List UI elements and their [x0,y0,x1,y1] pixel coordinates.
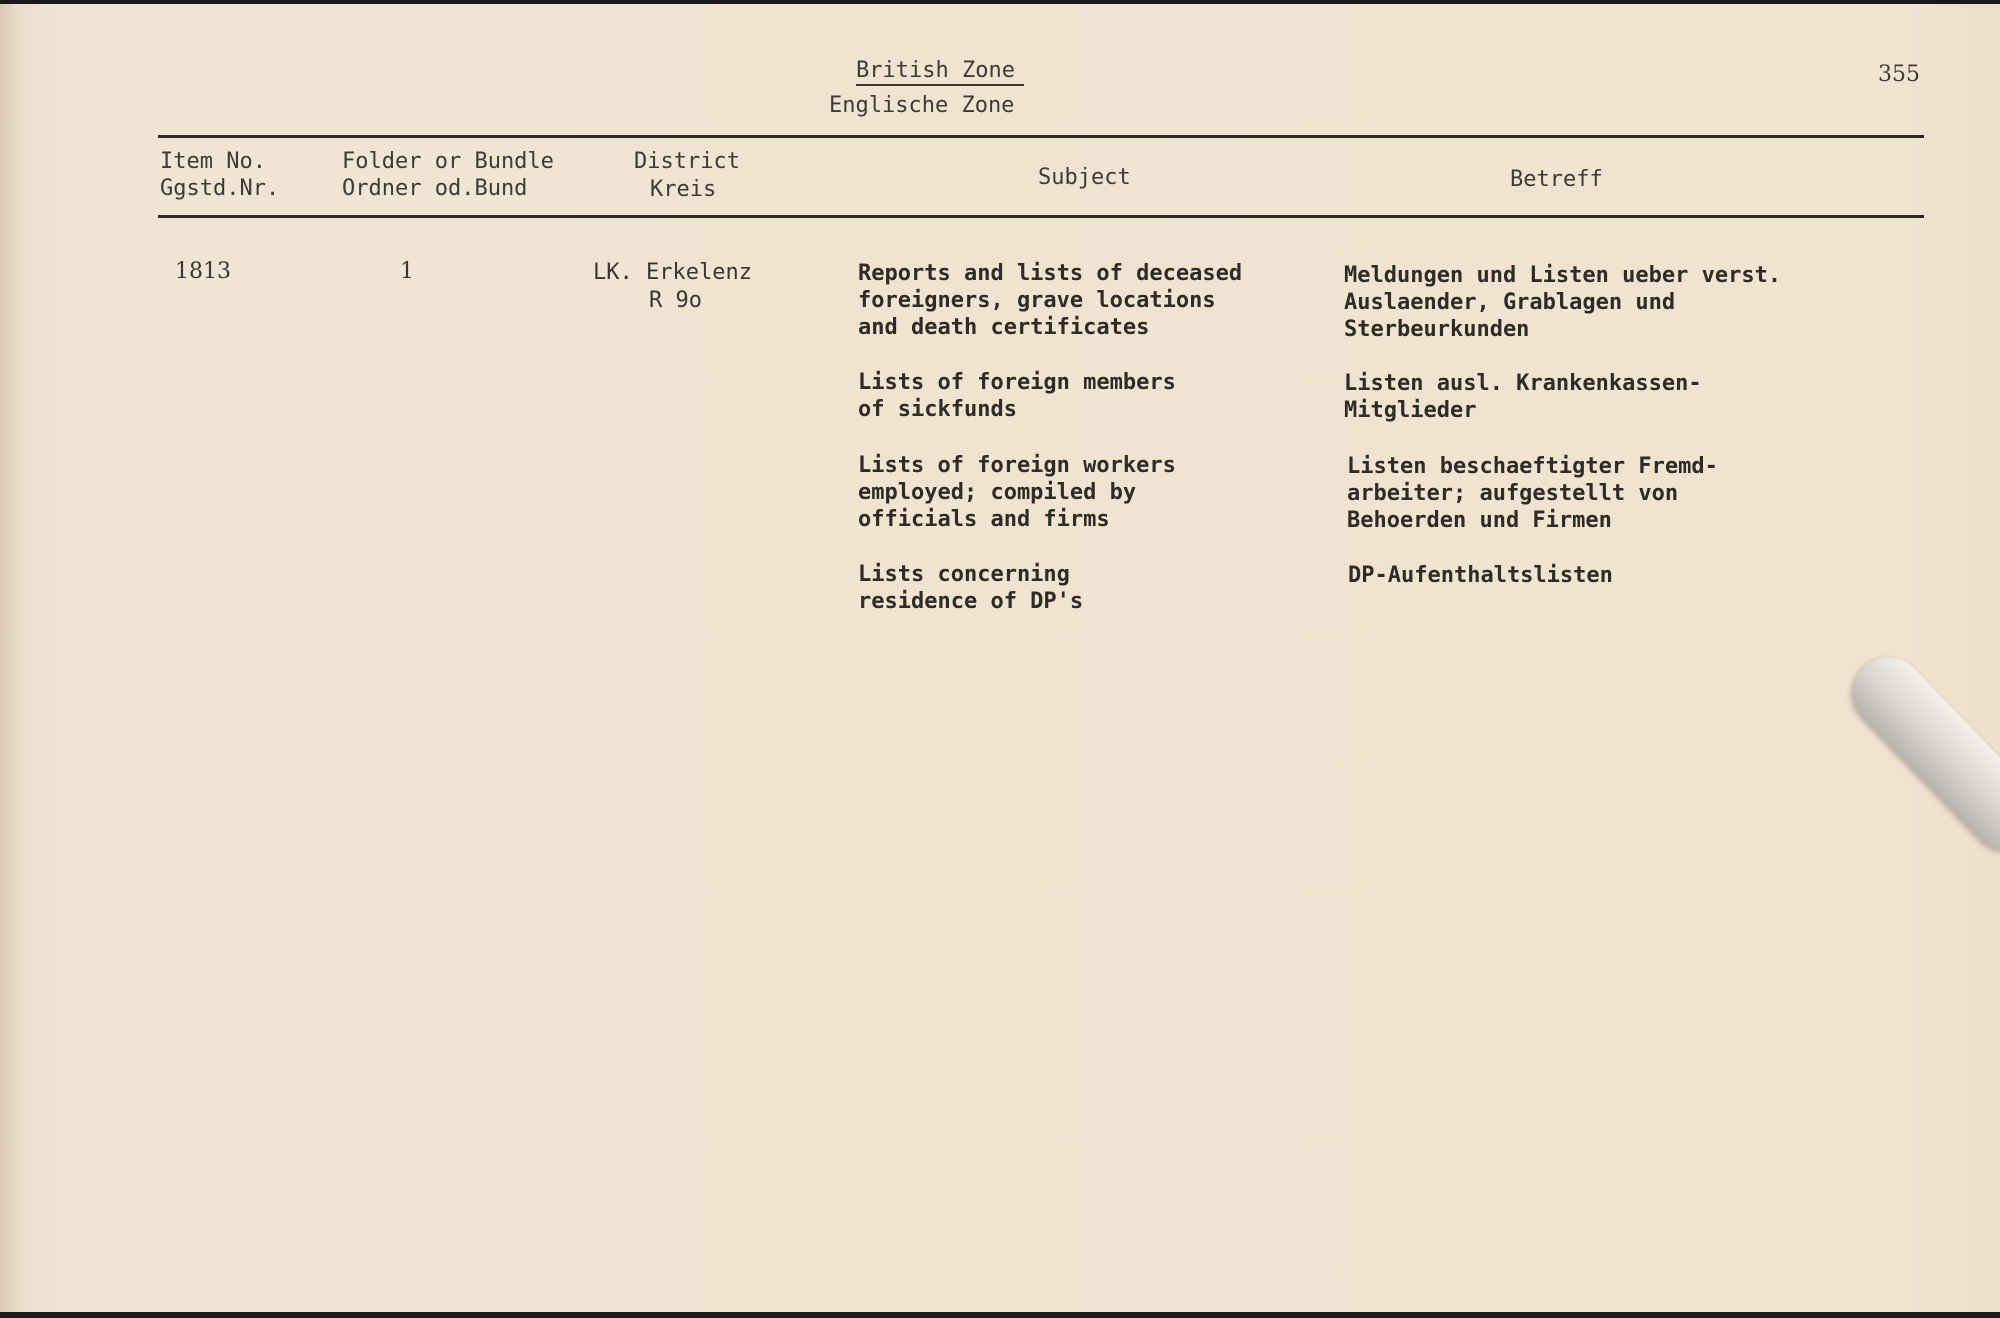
header-top-rule [158,135,1924,138]
subject-de-3-line-3: Behoerden und Firmen [1347,508,1612,533]
entry-folder: 1 [400,259,414,284]
subject-de-3-line-1: Listen beschaeftigter Fremd- [1347,454,1718,479]
col-folder-en: Folder or Bundle [342,149,554,174]
subject-de-3-line-2: arbeiter; aufgestellt von [1347,481,1679,506]
subject-de-1-line-1: Meldungen und Listen ueber verst. [1344,263,1782,288]
col-subject: Subject [1038,165,1131,190]
subject-en-3-line-3: officials and firms [858,507,1110,532]
subject-en-3-line-1: Lists of foreign workers [858,453,1176,478]
entry-district-code: R 9o [649,288,702,313]
page-bottom-edge [0,1312,2000,1318]
subject-en-1-line-1: Reports and lists of deceased [858,261,1243,286]
zone-title-underline [856,84,1024,86]
subject-en-1-line-3: and death certificates [858,315,1150,340]
subject-en-4-line-1: Lists concerning [858,562,1070,587]
subject-en-3-line-2: employed; compiled by [858,480,1137,505]
subject-de-2-line-1: Listen ausl. Krankenkassen- [1344,371,1702,396]
subject-en-4-line-2: residence of DP's [858,589,1084,614]
page-number: 355 [1878,62,1920,87]
entry-district: LK. Erkelenz [593,260,752,285]
subject-de-4-line-1: DP-Aufenthaltslisten [1348,563,1613,588]
metal-clip-icon [1839,643,2000,864]
subject-en-1-line-2: foreigners, grave locations [858,288,1216,313]
subject-de-1-line-3: Sterbeurkunden [1344,317,1530,342]
document-page [0,4,2000,1312]
col-betreff: Betreff [1510,167,1603,192]
subject-de-1-line-2: Auslaender, Grablagen und [1344,290,1676,315]
subject-en-2-line-1: Lists of foreign members [858,370,1176,395]
entry-item-no: 1813 [175,259,231,284]
col-folder-de: Ordner od.Bund [342,176,528,201]
col-district-de: Kreis [650,177,717,202]
col-item-no-en: Item No. [160,149,266,174]
subject-de-2-line-2: Mitglieder [1344,398,1477,423]
zone-title-de: Englische Zone [829,93,1015,118]
header-bottom-rule [158,215,1924,218]
col-item-no-de: Ggstd.Nr. [160,176,280,201]
subject-en-2-line-2: of sickfunds [858,397,1017,422]
col-district-en: District [634,149,740,174]
zone-title-en: British Zone [856,58,1015,83]
